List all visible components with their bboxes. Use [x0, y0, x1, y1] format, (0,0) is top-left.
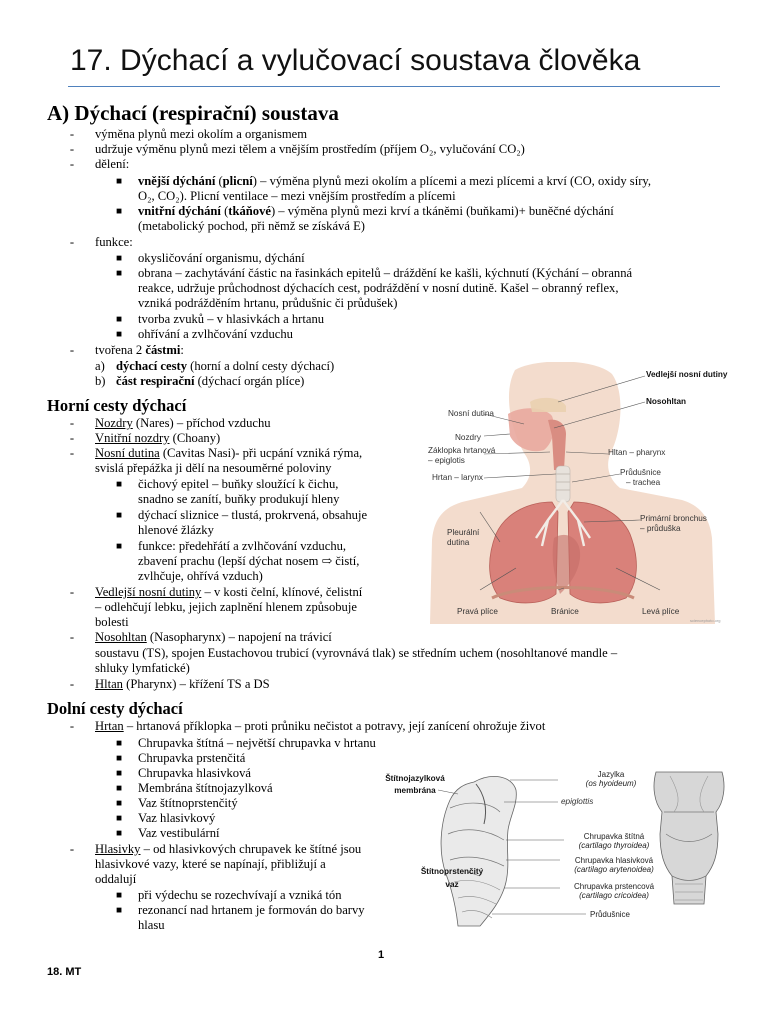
list-item: dýchací cesty (horní a dolní cesty dýchací) [116, 359, 335, 373]
section-heading-upper: Horní cesty dýchací [47, 396, 187, 415]
image-credit: sciencephoto.org [690, 618, 721, 623]
dash-bullet: - [69, 630, 75, 644]
list-item: Hltan (Pharynx) – křížení TS a DS [95, 677, 270, 691]
label-prava-plice: Pravá plíce [457, 607, 498, 616]
list-item: Membrána štítnojazylková [138, 781, 273, 795]
list-item: vnější dýchání (plicní) – výměna plynů mezi okolím a plícemi a mezi plícemi a krví (CO, oxidy síry, [138, 174, 652, 188]
list-item: Vaz hlasivkový [138, 811, 216, 825]
list-item-cont: bolesti [95, 615, 129, 629]
list-item: čichový epitel – buňky sloužící k čichu, [138, 477, 339, 491]
label-vedlejsi-nosni-dutiny: Vedlejší nosní dutiny [646, 370, 728, 379]
label-chrupavka-hlasivkova: Chrupavka hlasivková [574, 856, 654, 865]
list-item: tvořena 2 částmi: [95, 343, 184, 357]
list-item-cont: hlasu [138, 918, 165, 932]
label-prudusnice: Průdušnice [589, 910, 631, 919]
list-item-cont: vzniká podrážděním hrtanu, průdušnic či průdušek) [138, 296, 398, 310]
label-epiglottis: epiglottis [561, 797, 594, 806]
label-jazylka: Jazylka [597, 770, 625, 779]
list-item-cont: O₂, CO₂). Plicní ventilace – mezi vnějším prostředím a plícemi [138, 189, 456, 203]
list-item: Hrtan – hrtanová příklopka – proti průniku nečistot a potravy, její zanícení ohrožuje život [95, 719, 546, 733]
square-bullet: ■ [116, 329, 123, 340]
list-item: obrana – zachytávání částic na řasinkách epitelů – dráždění ke kašli, kýchnutí (Kýchání – obranná [138, 266, 633, 280]
list-item-cont: snadno se zanítí, buňky produkují hleny [138, 492, 340, 506]
square-bullet: ■ [116, 828, 123, 839]
label-branice: Bránice [551, 607, 579, 616]
dash-bullet: - [69, 431, 75, 445]
square-bullet: ■ [116, 783, 123, 794]
dash-bullet: - [69, 446, 75, 460]
square-bullet: ■ [116, 813, 123, 824]
label-stitnojazylkova-membrana-2: membrána [394, 786, 436, 795]
label-hrtan: Hrtan – larynx [432, 473, 483, 482]
larynx-figure [380, 764, 732, 928]
label-chrupavka-prstencova: Chrupavka prstencová [573, 882, 655, 891]
footer-label: 18. MT [47, 966, 82, 978]
list-item: dýchací sliznice – tlustá, prokrvená, obsahuje [138, 508, 368, 522]
square-bullet: ■ [116, 753, 123, 764]
square-bullet: ■ [116, 541, 123, 552]
list-item: Vaz vestibulární [138, 826, 220, 840]
list-item: Chrupavka hlasivková [138, 766, 251, 780]
label-leva-plice: Levá plíce [642, 607, 680, 616]
list-item: Vnitřní nozdry (Choany) [95, 431, 221, 445]
label-nosohltan: Nosohltan [646, 397, 687, 406]
square-bullet: ■ [116, 253, 123, 264]
list-item-cont: (metabolický pochod, při němž se získává E) [138, 219, 365, 233]
list-item: ohřívání a zvlhčování vzduchu [138, 327, 293, 341]
list-item-cont: shluky lymfatické) [95, 661, 190, 675]
label-stitnoprstencity-vaz-2: vaz [445, 880, 459, 889]
page-title: 17. Dýchací a vylučovací soustava člověka [70, 44, 641, 77]
list-item-cont: hlasivkové vazy, které se napínají, přibližují a [95, 857, 326, 871]
respiratory-system-figure [420, 362, 728, 624]
list-item-cont: oddalují [95, 872, 137, 886]
list-item: při výdechu se rozechvívají a vzniká tón [138, 888, 342, 902]
label-chrupavka-prstencova-lat: (cartilago cricoidea) [579, 891, 649, 900]
list-item: Vaz štítnoprstenčitý [138, 796, 238, 810]
dash-bullet: - [69, 677, 75, 691]
square-bullet: ■ [116, 206, 123, 217]
square-bullet: ■ [116, 905, 123, 916]
section-heading-lower: Dolní cesty dýchací [47, 699, 183, 718]
list-item-cont: hlenové žlázky [138, 523, 214, 537]
list-item: výměna plynů mezi okolím a organismem [95, 127, 308, 141]
square-bullet: ■ [116, 314, 123, 325]
list-item-cont: svislá přepážka ji dělí na nesouměrné poloviny [95, 461, 332, 475]
list-item: okysličování organismu, dýchání [138, 251, 305, 265]
label-chrupavka-hlasivkova-lat: (cartilago arytenoidea) [574, 865, 654, 874]
label-nozdry: Nozdry [455, 433, 481, 442]
square-bullet: ■ [116, 510, 123, 521]
list-item: část respirační (dýchací orgán plíce) [116, 374, 305, 388]
list-item-cont: reakce, udržuje průchodnost dýchacích cest, podráždění v nosní dutině. Kašel – obranný reflex, [138, 281, 619, 295]
dash-bullet: - [69, 157, 75, 171]
list-item: rezonancí nad hrtanem je formován do barvy [138, 903, 365, 917]
list-item: Chrupavka štítná – největší chrupavka v hrtanu [138, 736, 376, 750]
label-stitnoprstencity-vaz: Štítnoprstenčitý [420, 867, 484, 876]
label-chrupavka-stitna: Chrupavka štítná [583, 832, 645, 841]
list-item: Chrupavka prstenčitá [138, 751, 246, 765]
list-item: tvorba zvuků – v hlasivkách a hrtanu [138, 312, 325, 326]
dash-bullet: - [69, 343, 75, 357]
label-chrupavka-stitna-lat: (cartilago thyroidea) [578, 841, 650, 850]
label-prudusnice: Průdušnice [620, 468, 661, 477]
list-item: Nosohltan (Nasopharynx) – napojení na trávicí [95, 630, 332, 644]
square-bullet: ■ [116, 176, 123, 187]
dash-bullet: - [69, 842, 75, 856]
dash-bullet: - [69, 719, 75, 733]
square-bullet: ■ [116, 738, 123, 749]
list-item-cont: soustavu (TS), spojen Eustachovou trubicí (vyrovnává tlak) se středním uchem (nosohltanové mandle – [95, 646, 618, 660]
leader-line [484, 434, 510, 436]
list-item: Vedlejší nosní dutiny – v kosti čelní, klínové, čelistní [95, 585, 363, 599]
list-item: Nosní dutina (Cavitas Nasi)- při ucpání vzniká rýma, [95, 446, 363, 460]
label-zaklopka: Záklopka hrtanová [428, 446, 496, 455]
square-bullet: ■ [116, 890, 123, 901]
label-primarni-bronchus: Primární bronchus [640, 514, 707, 523]
list-item: udržuje výměnu plynů mezi tělem a vnějším prostředím (příjem O₂, vylučování CO₂) [95, 142, 525, 156]
dash-bullet: - [69, 585, 75, 599]
page-number: 1 [378, 949, 385, 961]
section-heading-a: A) Dýchací (respirační) soustava [47, 101, 339, 125]
title-underline [68, 86, 720, 87]
square-bullet: ■ [116, 268, 123, 279]
square-bullet: ■ [116, 798, 123, 809]
list-item: Hlasivky – od hlasivkových chrupavek ke štítné jsou [95, 842, 362, 856]
label-hltan: Hltan – pharynx [608, 448, 666, 457]
label-pleuralni-dutina-2: dutina [447, 538, 470, 547]
list-item: funkce: [95, 235, 133, 249]
enum-marker: a) [95, 359, 105, 373]
square-bullet: ■ [116, 768, 123, 779]
list-item: vnitřní dýchání (tkáňové) – výměna plynů mezi krví a tkáněmi (buňkami)+ buněčné dýchání [138, 204, 614, 218]
list-item: Nozdry (Nares) – příchod vzduchu [95, 416, 271, 430]
list-item-cont: – odlehčují lebku, jejich zaplnění hlenem způsobuje [95, 600, 357, 614]
label-nosni-dutina: Nosní dutina [448, 409, 494, 418]
dash-bullet: - [69, 416, 75, 430]
dash-bullet: - [69, 142, 75, 156]
square-bullet: ■ [116, 479, 123, 490]
label-primarni-bronchus-2: – průduška [640, 524, 681, 533]
list-item-cont: zbavení prachu (lepší dýchat nosem ⇨ čistí, [138, 554, 360, 568]
dash-bullet: - [69, 235, 75, 249]
label-jazylka-lat: (os hyoideum) [585, 779, 637, 788]
list-item-cont: zvlhčuje, ohřívá vzduch) [138, 569, 263, 583]
list-item: dělení: [95, 157, 130, 171]
label-pleuralni-dutina: Pleurální [447, 528, 480, 537]
dash-bullet: - [69, 127, 75, 141]
list-item: funkce: předehřátí a zvlhčování vzduchu, [138, 539, 347, 553]
enum-marker: b) [95, 374, 106, 388]
label-prudusnice-2: – trachea [626, 478, 661, 487]
label-stitnojazylkova-membrana: Štítnojazylková [385, 774, 445, 783]
label-zaklopka-2: – epiglotis [428, 456, 465, 465]
